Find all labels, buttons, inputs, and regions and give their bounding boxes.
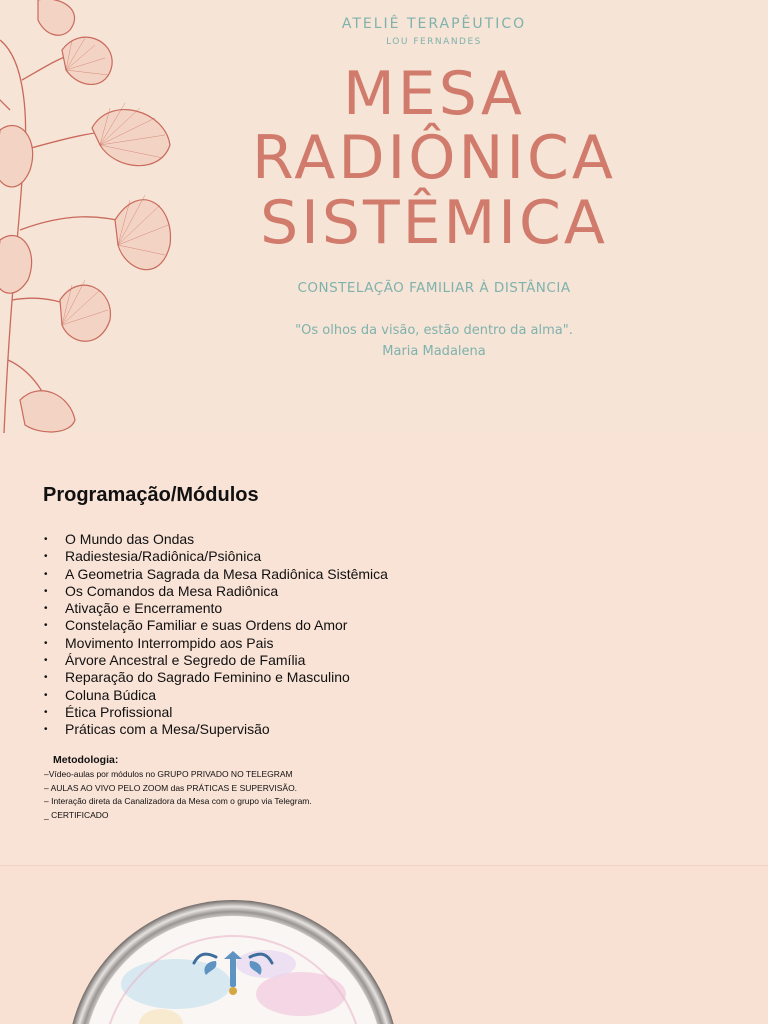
title-line-1: MESA — [343, 59, 525, 129]
bullet-icon: • — [44, 551, 48, 563]
methodology-item: _ CERTIFICADO — [44, 809, 109, 820]
quote-author: Maria Madalena — [382, 344, 486, 359]
list-item — [44, 652, 388, 669]
module-label: Os Comandos da Mesa Radiônica — [65, 582, 279, 599]
module-label: Constelação Familiar e suas Ordens do Amor — [65, 617, 348, 634]
subtitle: CONSTELAÇÃO FAMILIAR À DISTÂNCIA — [297, 280, 571, 296]
list-item — [44, 548, 388, 565]
module-label: O Mundo das Ondas — [65, 531, 195, 547]
list-item — [44, 721, 388, 738]
module-label: Ativação e Encerramento — [65, 600, 223, 617]
bullet-icon: • — [44, 706, 48, 718]
bullet-icon: • — [44, 637, 48, 649]
module-label: Radiestesia/Radiônica/Psiônica — [65, 548, 262, 565]
list-item — [44, 704, 388, 721]
bullet-icon: • — [44, 603, 48, 615]
module-label: Ética Profissional — [65, 703, 173, 720]
methodology-item: – AULAS AO VIVO PELO ZOOM das PRÁTICAS E SUPERVISÃO. — [44, 782, 298, 793]
module-label: A Geometria Sagrada da Mesa Radiônica Sistêmica — [65, 565, 388, 582]
methodology-title: Metodologia: — [53, 754, 119, 766]
module-label: Coluna Búdica — [65, 686, 157, 703]
bullet-icon: • — [44, 585, 48, 597]
brand-name: ATELIÊ TERAPÊUTICO — [341, 16, 527, 32]
list-item — [44, 566, 388, 583]
bullet-icon: • — [44, 689, 48, 701]
list-item — [44, 635, 388, 652]
list-item — [44, 687, 388, 704]
quote: "Os olhos da visão, estão dentro da alma". — [295, 323, 573, 338]
circular-seal-with-wings-emblem — [66, 899, 400, 1024]
methodology-item: – Interação direta da Canalizadora da Mesa com o grupo via Telegram. — [44, 796, 312, 807]
methodology-list — [44, 768, 312, 822]
brand-author: LOU FERNANDES — [386, 37, 482, 47]
module-label: Árvore Ancestral e Segredo de Família — [65, 652, 306, 669]
bullet-icon: • — [44, 534, 48, 545]
title-line-3: SISTÊMICA — [260, 188, 608, 258]
list-item — [44, 617, 388, 634]
methodology-item: –Vídeo-aulas por módulos no GRUPO PRIVADO NO TELEGRAM — [44, 769, 293, 779]
cover-page — [0, 0, 768, 433]
list-item — [44, 531, 388, 548]
list-item — [44, 600, 388, 617]
bullet-icon: • — [44, 568, 48, 580]
bullet-icon: • — [44, 655, 48, 667]
title-line-2: RADIÔNICA — [252, 123, 616, 193]
module-label: Práticas com a Mesa/Supervisão — [65, 721, 270, 738]
module-label: Movimento Interrompido aos Pais — [65, 634, 274, 651]
module-label: Reparação do Sagrado Feminino e Masculino — [65, 669, 350, 686]
bullet-icon: • — [44, 672, 48, 684]
logo-page — [0, 866, 768, 1024]
modules-list — [44, 531, 388, 739]
list-item — [44, 583, 388, 600]
bullet-icon: • — [44, 724, 48, 736]
section-heading: Programação/Módulos — [43, 484, 259, 506]
program-page — [0, 433, 768, 865]
bullet-icon: • — [44, 620, 48, 632]
list-item — [44, 669, 388, 686]
